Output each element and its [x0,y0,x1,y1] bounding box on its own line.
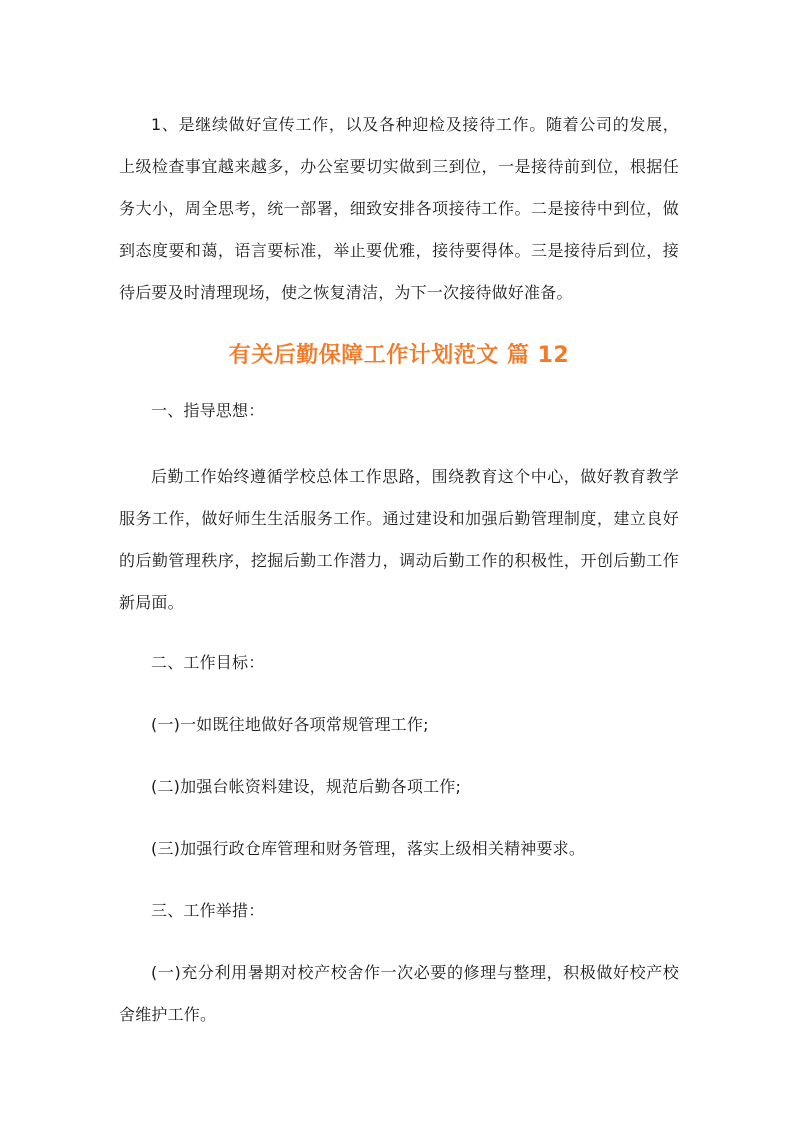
goal-item-1: (一)一如既往地做好各项常规管理工作; [151,715,429,734]
heading-work-measures: 三、工作举措： [151,901,265,920]
document-body [119,104,679,1036]
goal-item-2: (二)加强台帐资料建设，规范后勤各项工作; [151,777,462,796]
paragraph-guiding-ideology: 后勤工作始终遵循学校总体工作思路，围绕教育这个中心，做好教育教学服务工作，做好师生生活服务工作。通过建设和加强后勤管理制度，建立良好的后勤管理秩序，挖掘后勤工作潜力，调动后勤工作的积极性，开创后勤工作新局面。 [119,467,679,612]
section-title: 有关后勤保障工作计划范文 篇 12 [228,343,570,368]
paragraph-reception-work: 1、是继续做好宣传工作，以及各种迎检及接待工作。随着公司的发展，上级检查事宜越来越多，办公室要切实做到三到位，一是接待前到位，根据任务大小，周全思考，统一部署，细致安排各项接待工作。二是接待中到位，做到态度要和蔼，语言要标准，举止要优雅，接待要得体。三是接待后到位，接待后要及时清理现场，使之恢复清洁，为下一次接待做好准备。 [119,115,679,302]
measure-item-1: (一)充分利用暑期对校产校舍作一次必要的修理与整理，积极做好校产校舍维护工作。 [119,963,679,1024]
goal-item-3: (三)加强行政仓库管理和财务管理，落实上级相关精神要求。 [151,839,586,858]
heading-guiding-ideology: 一、指导思想： [151,401,265,420]
heading-work-goals: 二、工作目标： [151,653,265,672]
